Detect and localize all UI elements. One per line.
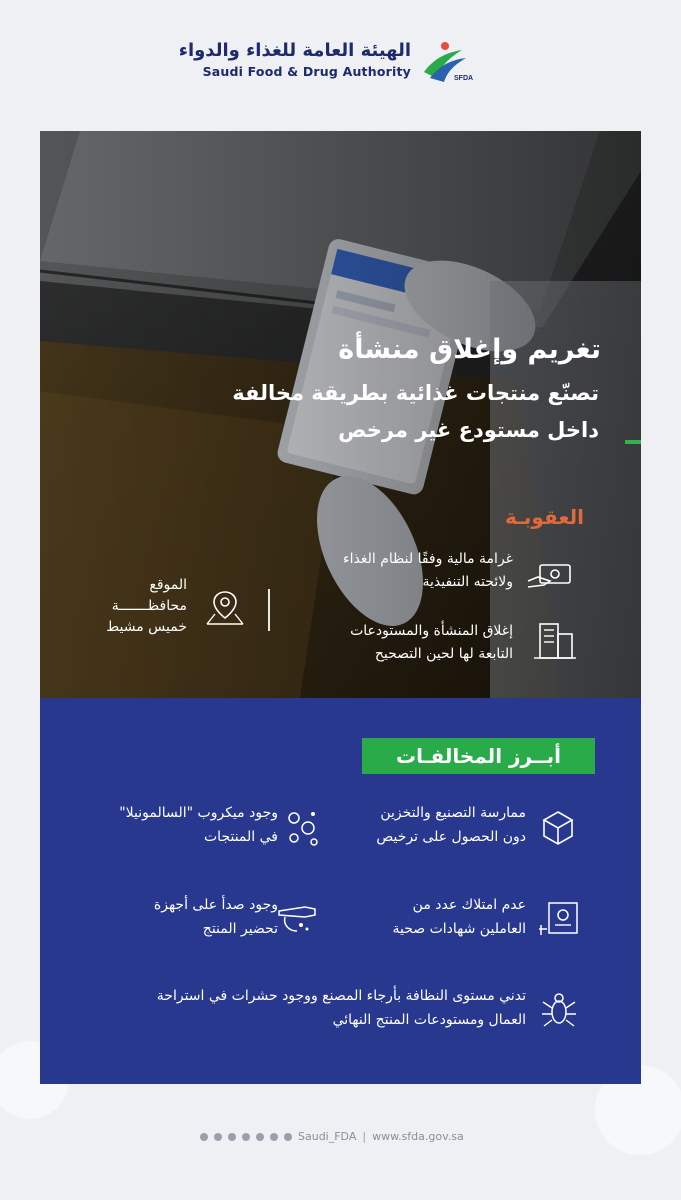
snapchat-icon[interactable]: [242, 1133, 250, 1141]
hero-subtitle-line1: تصنّع منتجات غذائية بطريقة مخالفة: [232, 381, 599, 405]
violations-heading: أبــرز المخالفـات: [362, 738, 595, 774]
violation-line2: العمال ومستودعات المنتج النهائي: [332, 1012, 526, 1028]
location-pin-icon: [203, 588, 247, 628]
logo-small-text: SFDA: [454, 75, 474, 82]
footer-links: [200, 1130, 464, 1143]
hero-title: تغريم وإغلاق منشأة: [338, 334, 601, 365]
tiktok-icon[interactable]: [284, 1133, 292, 1141]
hero-subtitle-line2: داخل مستودع غير مرخص: [338, 418, 599, 442]
certificate-icon: [537, 895, 581, 939]
penalty-line2: ولائحته التنفيذية: [422, 574, 513, 590]
footer: [0, 1124, 681, 1154]
boxes-icon: [536, 806, 580, 850]
corner-accent: [625, 440, 641, 464]
violation-line1: وجود ميكروب "السالمونيلا": [119, 805, 278, 821]
penalty-line1: غرامة مالية وفقًا لنظام الغذاء: [343, 551, 513, 567]
location-text: [95, 575, 187, 638]
building-icon: [530, 620, 580, 660]
penalty-line1: إغلاق المنشأة والمستودعات: [350, 623, 513, 639]
logo-text: [179, 40, 411, 79]
violation-line2: تحضير المنتج: [202, 921, 278, 937]
violation-line1: ممارسة التصنيع والتخزين: [380, 805, 526, 821]
violation-line2: دون الحصول على ترخيص: [376, 829, 526, 845]
website-link[interactable]: www.sfda.gov.sa: [372, 1130, 464, 1143]
violation-item: [86, 984, 526, 1032]
violation-item: [393, 893, 527, 941]
penalties-label: العقوبـة: [504, 505, 584, 529]
rust-tool-icon: [275, 895, 319, 939]
violation-line1: تدني مستوى النظافة بأرجاء المصنع ووجود حشرات في استراحة: [156, 988, 526, 1004]
violation-item: [119, 801, 278, 849]
location-province: محافظـــــــة: [111, 598, 187, 614]
violation-line1: وجود صدأ على أجهزة: [153, 897, 278, 913]
penalty-line2: التابعة لها لحين التصحيح: [374, 646, 513, 662]
violation-item: [376, 801, 526, 849]
header: [0, 0, 681, 120]
money-hand-icon: [526, 555, 576, 595]
facebook-icon[interactable]: [270, 1133, 278, 1141]
location-city: خميس مشيط: [106, 619, 187, 635]
org-name-en: Saudi Food & Drug Authority: [202, 64, 411, 79]
footer-separator: |: [362, 1130, 367, 1143]
linkedin-icon[interactable]: [214, 1133, 222, 1141]
penalty-item: [283, 548, 513, 594]
violation-line2: العاملين شهادات صحية: [392, 921, 526, 937]
insect-icon: [537, 988, 581, 1032]
youtube-icon[interactable]: [256, 1133, 264, 1141]
instagram-icon[interactable]: [228, 1133, 236, 1141]
x-icon[interactable]: [200, 1133, 208, 1141]
divider: [268, 589, 270, 631]
violation-line2: في المنتجات: [204, 829, 278, 845]
penalty-item: [283, 620, 513, 666]
location-label: الموقع: [149, 577, 187, 593]
bacteria-icon: [280, 806, 324, 850]
violation-line1: عدم امتلاك عدد من: [412, 897, 526, 913]
social-handle[interactable]: Saudi_FDA: [298, 1130, 357, 1143]
sfda-logo-icon: [418, 38, 474, 84]
org-name-ar: الهيئة العامة للغذاء والدواء: [178, 40, 411, 61]
violation-item: [154, 893, 278, 941]
